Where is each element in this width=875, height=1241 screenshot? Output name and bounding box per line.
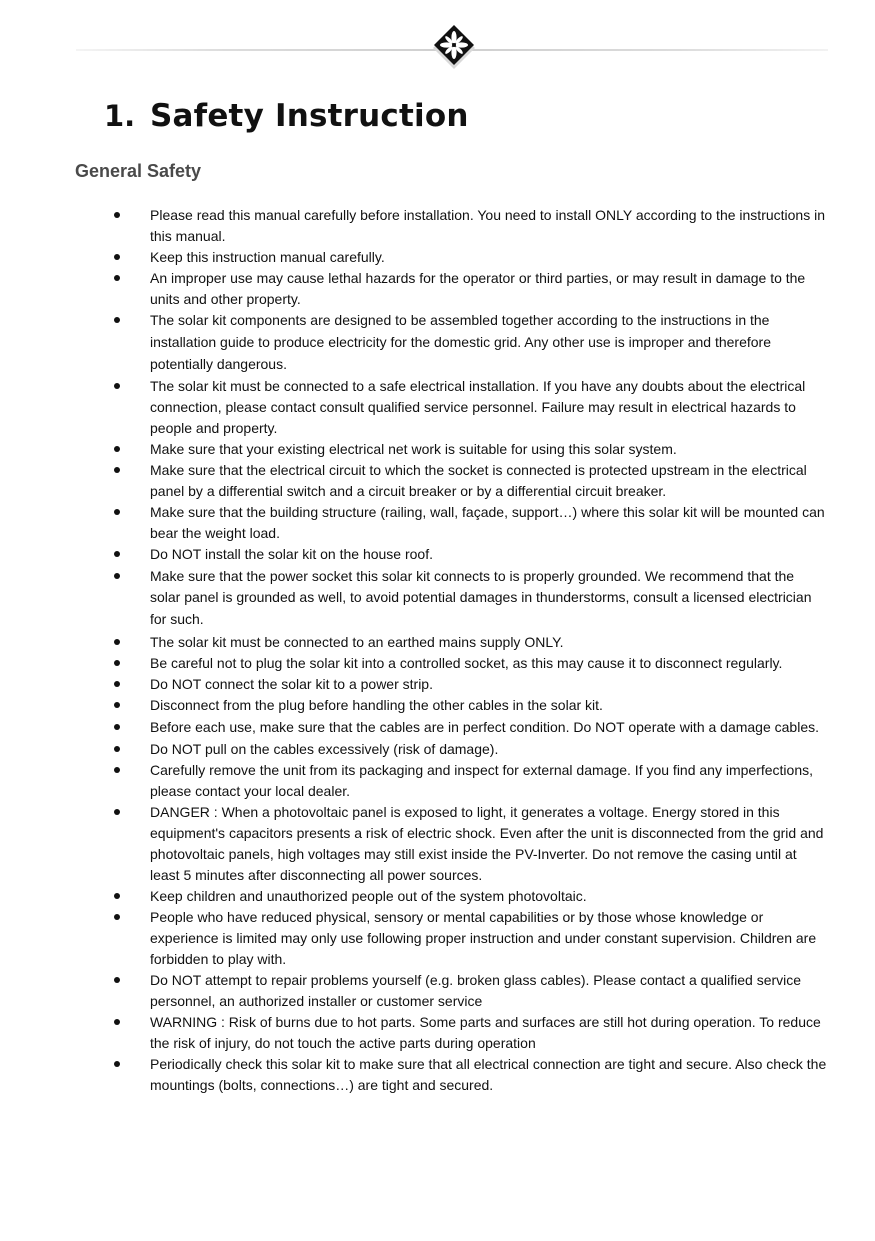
list-item [0, 760, 875, 801]
bullet-icon [114, 1019, 120, 1025]
section-title: Safety Instruction [150, 98, 469, 134]
bullet-icon [114, 893, 120, 899]
list-item [0, 907, 875, 969]
list-item-text: Make sure that your existing electrical net work is suitable for using this solar system. [150, 440, 677, 457]
bullet-icon [114, 1061, 120, 1067]
bullet-icon [114, 702, 120, 708]
bullet-icon [114, 254, 120, 260]
list-item-text: Make sure that the power socket this solar kit connects to is properly grounded. We recommend that the solar panel is grounded as well, to avoid potential damages in thunderstorms, consult a licensed electrician for such. [150, 567, 812, 628]
bullet-icon [114, 509, 120, 515]
list-item [0, 310, 875, 375]
bullet-icon [114, 467, 120, 473]
list-item-text: The solar kit must be connected to a safe electrical installation. If you have any doubts about the electrical connection, please contact consult qualified service personnel. Failure may result in electrical hazards to people and property. [150, 378, 806, 436]
list-item [0, 1012, 875, 1053]
list-item [0, 674, 875, 695]
list-item-text: The solar kit must be connected to an earthed mains supply ONLY. [150, 633, 564, 650]
list-item [0, 205, 875, 246]
safety-bullet-list [0, 205, 875, 1096]
bullet-icon [114, 660, 120, 666]
list-item [0, 886, 875, 907]
list-item-text: Make sure that the electrical circuit to which the socket is connected is protected upstream in the electrical panel by a differential switch and a circuit breaker or by a differential circuit breaker. [150, 462, 807, 499]
list-item [0, 717, 875, 739]
list-item [0, 695, 875, 716]
page-title [104, 98, 469, 134]
bullet-icon [114, 977, 120, 983]
list-item-text: Do NOT attempt to repair problems yourself (e.g. broken glass cables). Please contact a qualified service personnel, an authorized installer or customer service [150, 971, 802, 1009]
list-item-text: Carefully remove the unit from its packaging and inspect for external damage. If you find any imperfections, please contact your local dealer. [150, 762, 814, 800]
list-item-text: DANGER : When a photovoltaic panel is exposed to light, it generates a voltage. Energy stored in this equipment's capacitors presents a risk of electric shock. Even after the unit is disconnected from the grid and photovoltaic panels, high voltages may still exist inside the PV-Inverter. Do not remove the casing until at least 5 minutes after disconnecting all power sources. [150, 804, 824, 883]
list-item-text: Disconnect from the plug before handling the other cables in the solar kit. [150, 697, 603, 714]
list-item [0, 460, 875, 501]
bullet-icon [114, 275, 120, 281]
bullet-icon [114, 317, 120, 323]
list-item [0, 1054, 875, 1095]
list-item [0, 544, 875, 565]
list-item [0, 632, 875, 653]
list-item-text: Do NOT connect the solar kit to a power strip. [150, 676, 433, 693]
list-item-text: Do NOT pull on the cables excessively (risk of damage). [150, 741, 499, 758]
diamond-flower-logo-icon [430, 23, 478, 73]
list-item [0, 502, 875, 543]
list-item-text: People who have reduced physical, sensory or mental capabilities or by those whose knowledge or experience is limited may only use following proper instruction and under constant supervision. Children are forbidden to play with. [150, 909, 817, 967]
list-item-text: Please read this manual carefully before installation. You need to install ONLY according to the instructions in this manual. [150, 207, 825, 244]
list-item-text: Do NOT install the solar kit on the house roof. [150, 546, 433, 563]
bullet-icon [114, 573, 120, 579]
bullet-icon [114, 914, 120, 920]
bullet-icon [114, 767, 120, 773]
list-item [0, 653, 875, 674]
list-item-text: Periodically check this solar kit to make sure that all electrical connection are tight and secure. Also check the mountings (bolts, connections…) are tight and secured. [150, 1055, 827, 1093]
bullet-icon [114, 383, 120, 389]
bullet-icon [114, 809, 120, 815]
bullet-icon [114, 212, 120, 218]
list-item [0, 268, 875, 309]
list-item-text: WARNING : Risk of burns due to hot parts. Some parts and surfaces are still hot during operation. To reduce the risk of injury, do not touch the active parts during operation [150, 1013, 821, 1051]
list-item [0, 566, 875, 631]
bullet-icon [114, 746, 120, 752]
bullet-icon [114, 551, 120, 557]
list-item-text: Keep children and unauthorized people out of the system photovoltaic. [150, 887, 587, 904]
list-item [0, 739, 875, 760]
list-item-text: Make sure that the building structure (railing, wall, façade, support…) where this solar kit will be mounted can bear the weight load. [150, 504, 825, 541]
list-item-text: Keep this instruction manual carefully. [150, 249, 385, 265]
list-item-text: Be careful not to plug the solar kit into a controlled socket, as this may cause it to disconnect regularly. [150, 654, 783, 671]
list-item [0, 802, 875, 885]
list-item-text: Before each use, make sure that the cables are in perfect condition. Do NOT operate with a damage cables. [150, 718, 820, 735]
list-item [0, 439, 875, 460]
bullet-icon [114, 724, 120, 730]
list-item [0, 970, 875, 1011]
list-item [0, 376, 875, 438]
section-number: 1. [104, 99, 136, 133]
bullet-icon [114, 446, 120, 452]
subsection-heading: General Safety [75, 161, 202, 181]
list-item-text: The solar kit components are designed to be assembled together according to the instructions in the installation guide to produce electricity for the domestic grid. Any other use is improper and therefore potentially dangerous. [150, 312, 771, 372]
list-item-text: An improper use may cause lethal hazards for the operator or third parties, or may result in damage to the units and other property. [150, 270, 806, 307]
bullet-icon [114, 681, 120, 687]
bullet-icon [114, 639, 120, 645]
list-item [0, 247, 875, 268]
